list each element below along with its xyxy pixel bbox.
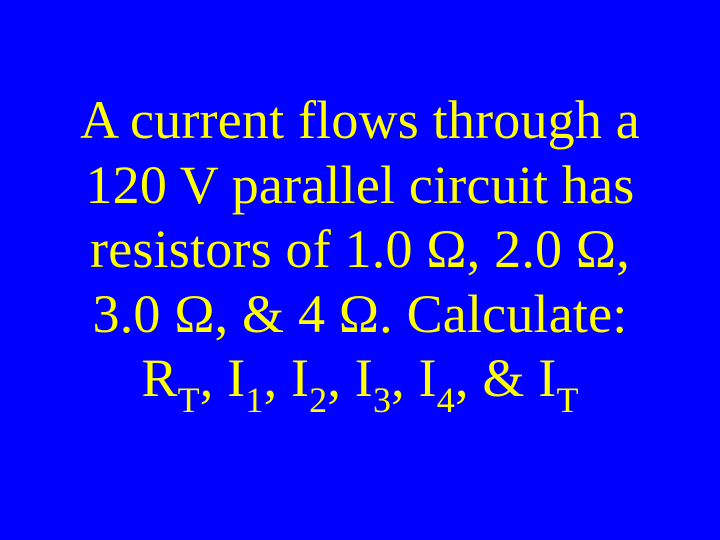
problem-line-5 [0,346,720,420]
i2-subscript: 2 [309,380,328,420]
rt-subscript: T [177,380,200,420]
separator-1: , I [199,348,246,408]
separator-3: , I [327,348,373,408]
i3-subscript: 3 [372,380,392,420]
i1-subscript: 1 [245,380,264,420]
rt-letter: R [141,348,178,408]
i4-subscript: 4 [436,380,455,420]
it-subscript: T [556,380,579,420]
problem-line-3: resistors of 1.0 Ω, 2.0 Ω, [90,219,630,279]
separator-5: , & I [454,348,557,408]
problem-statement [0,88,720,420]
problem-line-4: 3.0 Ω, & 4 Ω. Calculate: [92,283,628,344]
separator-4: , I [391,348,437,408]
problem-line-1: A current flows through a [80,90,640,150]
separator-2: , I [263,348,310,408]
problem-line-2: 120 V parallel circuit has [85,154,635,215]
